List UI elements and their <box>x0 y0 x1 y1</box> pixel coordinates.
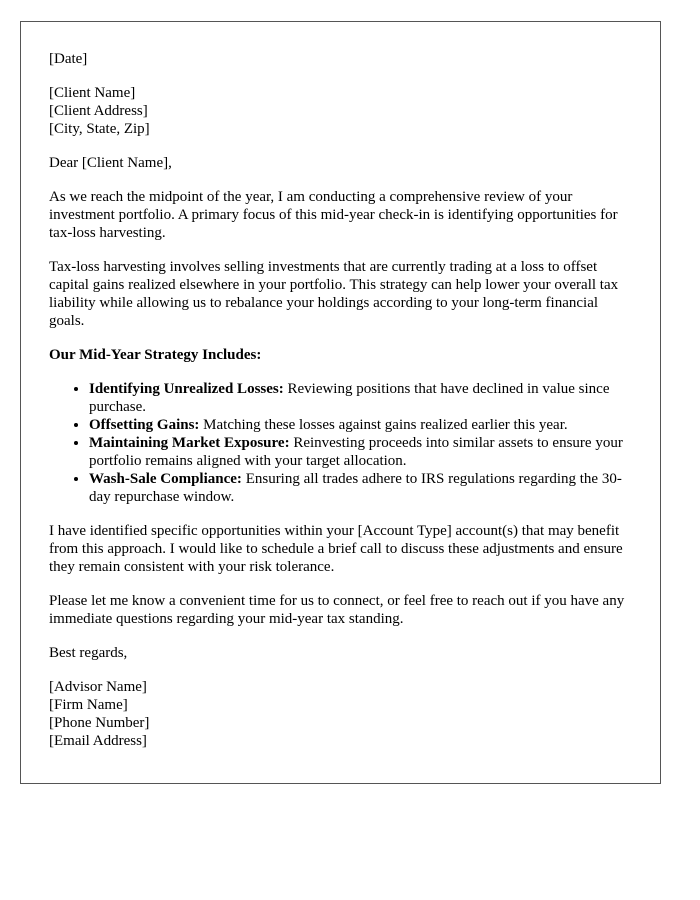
strategy-item-title: Offsetting Gains: <box>89 417 200 433</box>
letter <box>20 21 661 784</box>
recipient-address: [Client Address] <box>49 103 148 119</box>
strategy-item-title: Identifying Unrealized Losses: <box>89 381 284 397</box>
recipient-city-state-zip: [City, State, Zip] <box>49 121 150 137</box>
strategy-heading: Our Mid-Year Strategy Includes: <box>49 347 262 363</box>
sign-off: Best regards, <box>49 645 128 661</box>
salutation: Dear [Client Name], <box>49 155 172 171</box>
firm-name: [Firm Name] <box>49 697 128 713</box>
advisor-name: [Advisor Name] <box>49 679 147 695</box>
letter-date: [Date] <box>49 51 88 67</box>
contact-paragraph: Please let me know a convenient time for us to connect, or feel free to reach out if you have any immediate questions regarding your mid-year tax standing. <box>49 593 625 627</box>
strategy-item-market-exposure <box>89 434 632 470</box>
strategy-item-text: Matching these losses against gains realized earlier this year. <box>199 417 568 433</box>
signature-block <box>49 678 632 750</box>
explanation-paragraph: Tax-loss harvesting involves selling investments that are currently trading at a loss to offset capital gains realized elsewhere in your portfolio. This strategy can help lower your overall tax liability while allowing us to rebalance your holdings according to your long-term financial goals. <box>49 259 619 329</box>
strategy-item-text: Reinvesting proceeds into similar assets to ensure your portfolio remains aligned with your target allocation. <box>89 435 623 469</box>
opportunities-paragraph: I have identified specific opportunities within your [Account Type] account(s) that may benefit from this approach. I would like to schedule a brief call to discuss these adjustments and ensure they remain consistent with your risk tolerance. <box>49 523 623 575</box>
recipient-block <box>49 84 632 138</box>
email-address: [Email Address] <box>49 733 147 749</box>
strategy-item-text: Ensuring all trades adhere to IRS regulations regarding the 30-day repurchase window. <box>89 471 622 505</box>
recipient-name: [Client Name] <box>49 85 136 101</box>
strategy-item-title: Maintaining Market Exposure: <box>89 435 290 451</box>
strategy-item-offsetting-gains <box>89 416 632 434</box>
strategy-item-unrealized-losses <box>89 380 632 416</box>
intro-paragraph: As we reach the midpoint of the year, I am conducting a comprehensive review of your investment portfolio. A primary focus of this mid-year check-in is identifying opportunities for tax-loss harvesting. <box>49 189 618 241</box>
phone-number: [Phone Number] <box>49 715 150 731</box>
strategy-item-wash-sale <box>89 470 632 506</box>
strategy-item-title: Wash-Sale Compliance: <box>89 471 242 487</box>
strategy-list <box>49 380 632 506</box>
strategy-item-text: Reviewing positions that have declined in value since purchase. <box>89 381 610 415</box>
